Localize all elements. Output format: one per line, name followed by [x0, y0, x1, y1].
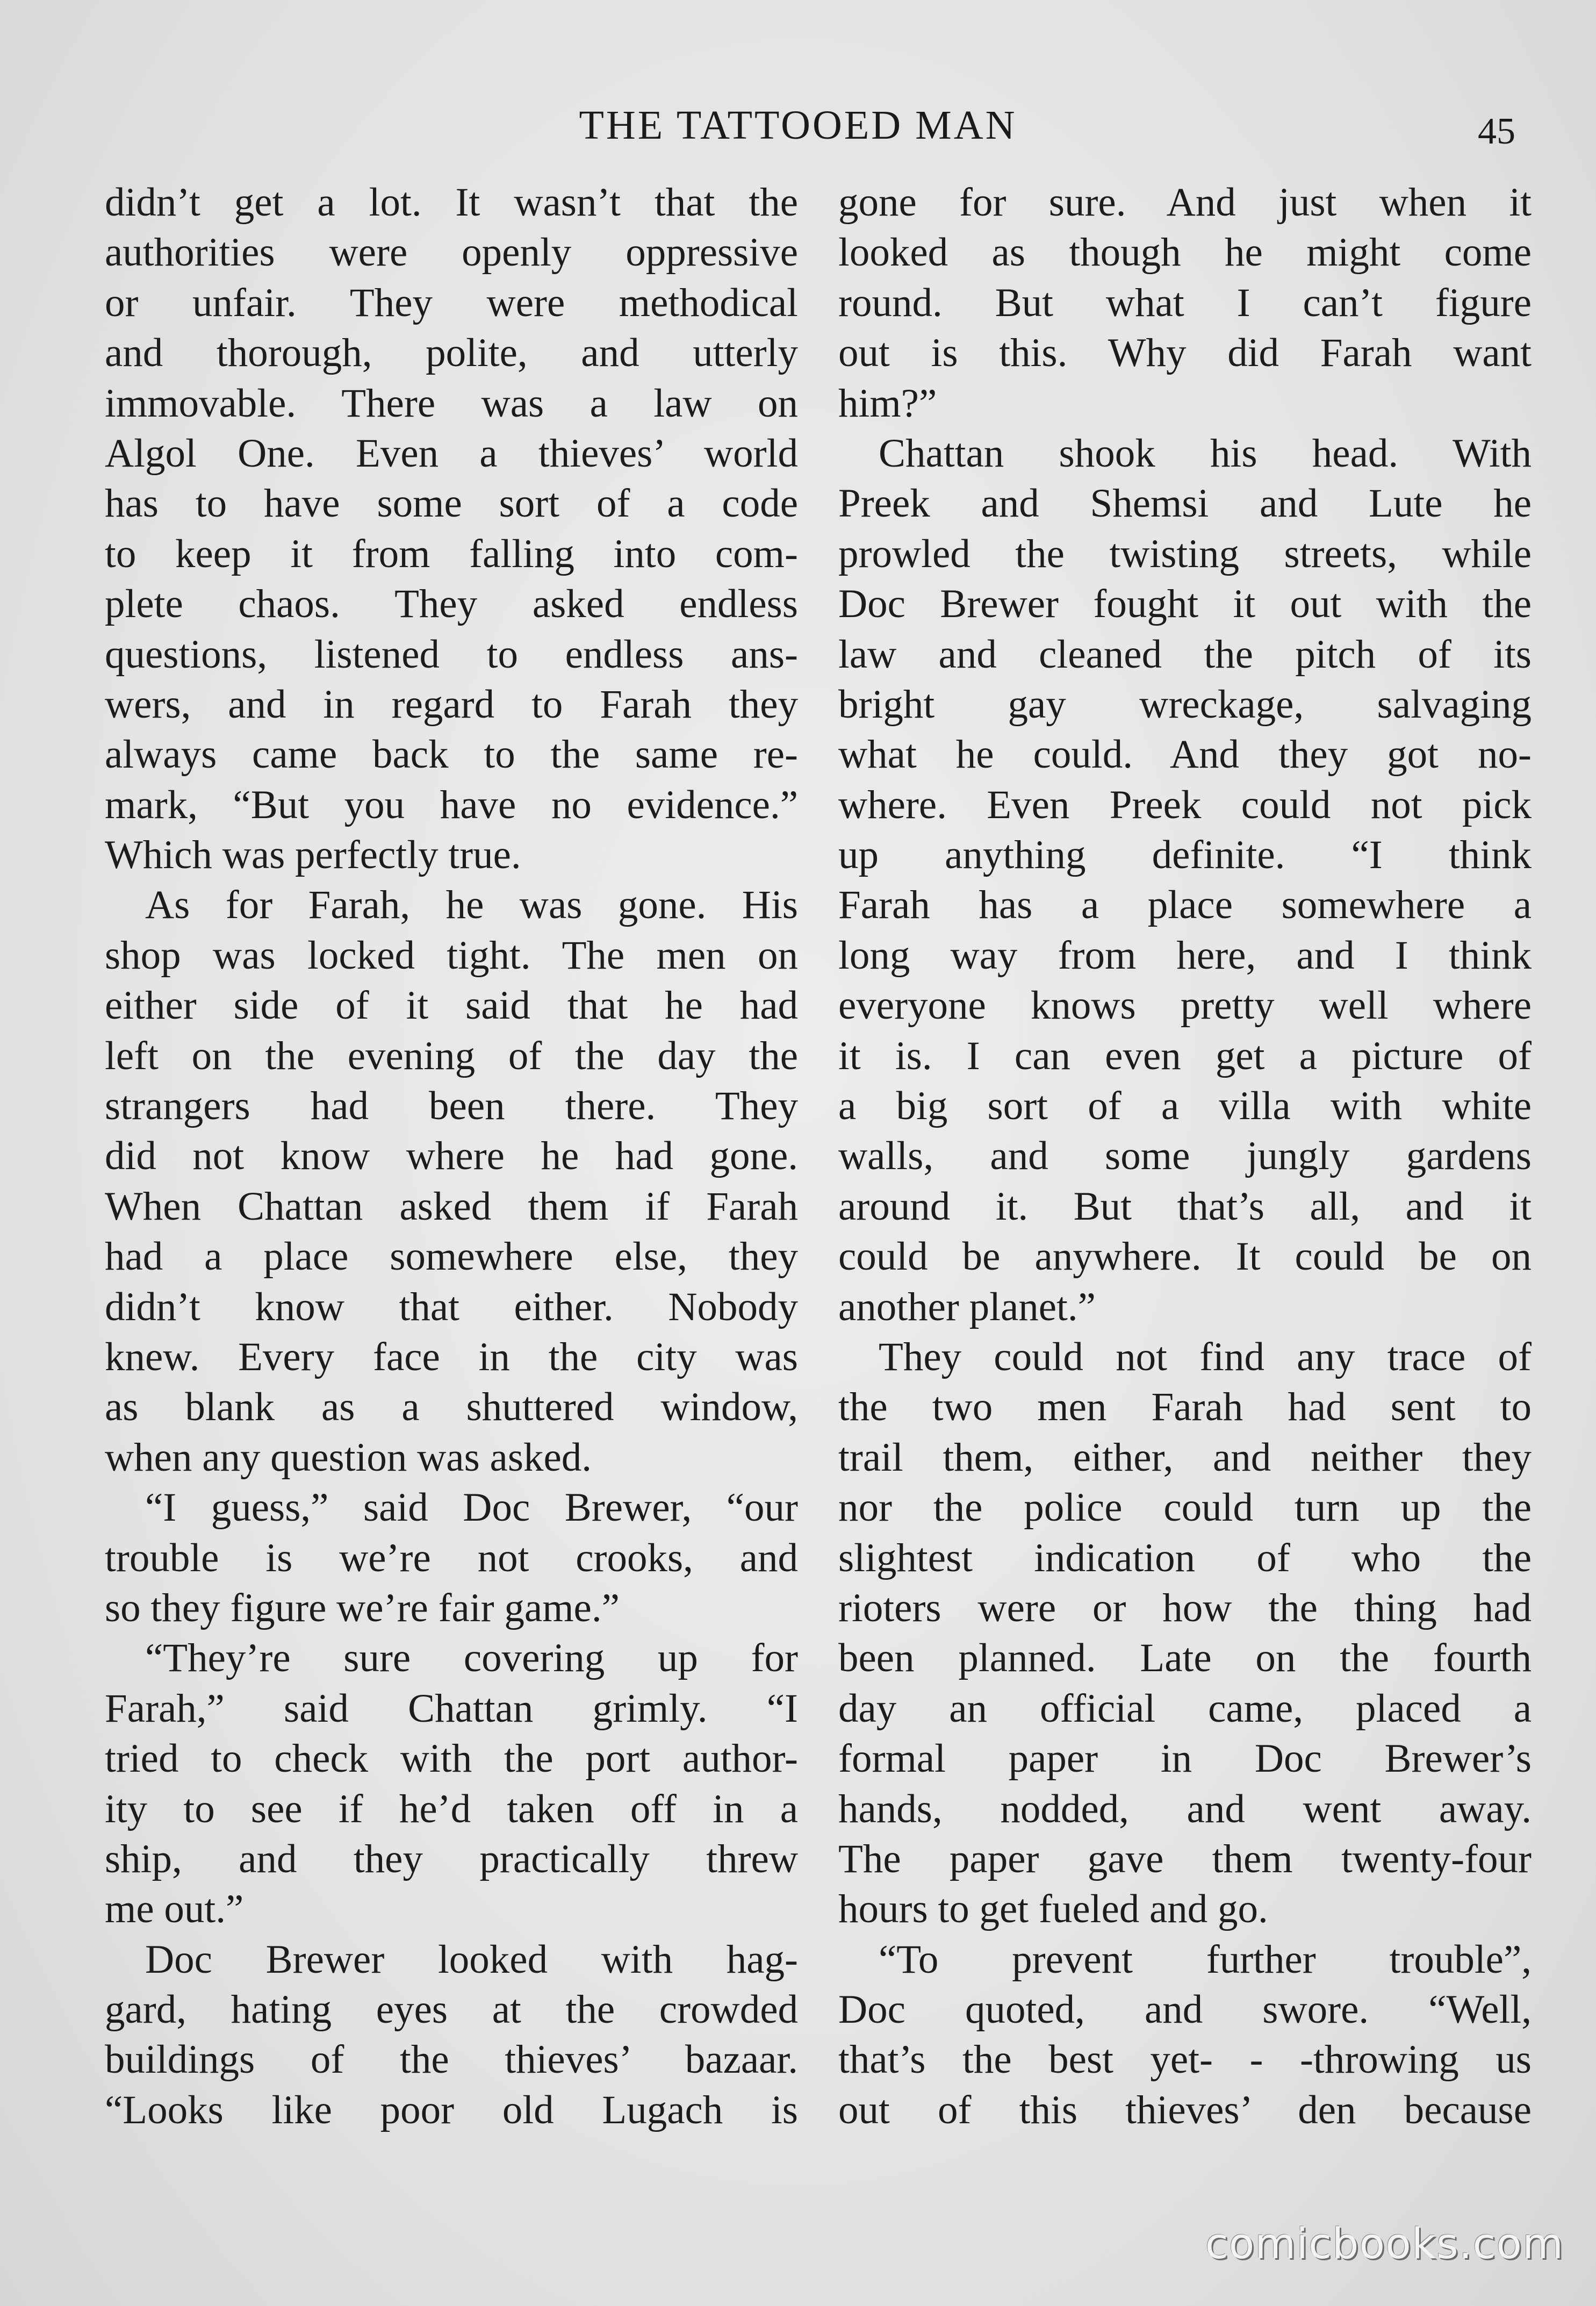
text-line: Algol One. Even a thieves’ world	[105, 431, 798, 476]
text-line: day an official came, placed a	[838, 1686, 1532, 1731]
text-line: Farah,” said Chattan grimly. “I	[105, 1686, 798, 1731]
text-line: trouble is we’re not crooks, and	[105, 1535, 798, 1580]
text-line: prowled the twisting streets, while	[838, 531, 1532, 576]
text-line: could be anywhere. It could be on	[838, 1234, 1532, 1279]
text-line: Doc quoted, and swore. “Well,	[838, 1987, 1532, 2032]
watermark-logo: comicbooks.com	[1205, 2220, 1564, 2268]
text-line: a big sort of a villa with white	[838, 1084, 1532, 1129]
text-line: me out.”	[105, 1887, 244, 1932]
text-line: out is this. Why did Farah want	[838, 331, 1532, 376]
page-number: 45	[1478, 111, 1515, 152]
text-line: ship, and they practically threw	[105, 1836, 798, 1881]
text-line: long way from here, and I think	[838, 933, 1532, 978]
text-line: so they figure we’re fair game.”	[105, 1585, 620, 1630]
text-line: hours to get fueled and go.	[838, 1887, 1268, 1932]
text-line: bright gay wreckage, salvaging	[838, 682, 1532, 727]
text-line: When Chattan asked them if Farah	[105, 1184, 798, 1229]
text-line: “To prevent further trouble”,	[879, 1937, 1532, 1982]
text-line: slightest indication of who the	[838, 1535, 1532, 1580]
text-line: that’s the best yet- - -throwing us	[838, 2037, 1532, 2082]
text-line: Doc Brewer fought it out with the	[838, 582, 1532, 627]
text-line: Which was perfectly true.	[105, 833, 521, 878]
text-line: Doc Brewer looked with hag-	[145, 1937, 798, 1982]
text-line: “I guess,” said Doc Brewer, “our	[145, 1485, 798, 1530]
text-line: had a place somewhere else, they	[105, 1234, 798, 1279]
text-line: “Looks like poor old Lugach is	[105, 2087, 798, 2132]
text-line: tried to check with the port author-	[105, 1736, 798, 1781]
text-line: Farah has a place somewhere a	[838, 883, 1532, 928]
text-line: round. But what I can’t figure	[838, 280, 1532, 325]
text-line: buildings of the thieves’ bazaar.	[105, 2037, 798, 2082]
text-line: shop was locked tight. The men on	[105, 933, 798, 978]
text-line: formal paper in Doc Brewer’s	[838, 1736, 1532, 1781]
text-line: The paper gave them twenty-four	[838, 1836, 1532, 1881]
text-line: They could not find any trace of	[879, 1334, 1532, 1379]
text-line: nor the police could turn up the	[838, 1485, 1532, 1530]
text-line: Chattan shook his head. With	[879, 431, 1532, 476]
text-line: law and cleaned the pitch of its	[838, 632, 1532, 677]
text-line: did not know where he had gone.	[105, 1134, 798, 1179]
text-line: hands, nodded, and went away.	[838, 1786, 1532, 1831]
text-line: when any question was asked.	[105, 1435, 592, 1480]
text-line: to keep it from falling into com-	[105, 531, 798, 576]
text-line: knew. Every face in the city was	[105, 1334, 798, 1379]
text-line: walls, and some jungly gardens	[838, 1134, 1532, 1179]
text-line: everyone knows pretty well where	[838, 983, 1532, 1028]
text-line: mark, “But you have no evidence.”	[105, 782, 798, 827]
text-line: around it. But that’s all, and it	[838, 1184, 1532, 1229]
text-line: looked as though he might come	[838, 230, 1532, 275]
text-line: what he could. And they got no-	[838, 732, 1532, 777]
text-line: always came back to the same re-	[105, 732, 798, 777]
text-line: wers, and in regard to Farah they	[105, 682, 798, 727]
text-line: and thorough, polite, and utterly	[105, 331, 798, 376]
text-line: questions, listened to endless ans-	[105, 632, 798, 677]
text-line: has to have some sort of a code	[105, 481, 798, 526]
text-line: either side of it said that he had	[105, 983, 798, 1028]
text-line: where. Even Preek could not pick	[838, 782, 1532, 827]
text-line: it is. I can even get a picture of	[838, 1033, 1532, 1078]
text-line: the two men Farah had sent to	[838, 1385, 1532, 1430]
text-line: him?”	[838, 381, 937, 426]
text-line: “They’re sure covering up for	[145, 1636, 798, 1681]
running-header-title: THE TATTOOED MAN	[579, 103, 1017, 148]
text-line: another planet.”	[838, 1284, 1096, 1329]
text-line: been planned. Late on the fourth	[838, 1636, 1532, 1681]
text-line: authorities were openly oppressive	[105, 230, 798, 275]
text-line: strangers had been there. They	[105, 1084, 798, 1129]
text-column-left	[105, 177, 798, 2135]
text-line: up anything definite. “I think	[838, 833, 1532, 878]
text-line: ity to see if he’d taken off in a	[105, 1786, 798, 1831]
text-line: rioters were or how the thing had	[838, 1585, 1532, 1630]
text-line: plete chaos. They asked endless	[105, 582, 798, 627]
text-line: As for Farah, he was gone. His	[145, 883, 798, 928]
text-line: Preek and Shemsi and Lute he	[838, 481, 1532, 526]
text-line: gard, hating eyes at the crowded	[105, 1987, 798, 2032]
text-line: didn’t get a lot. It wasn’t that the	[105, 180, 798, 225]
text-column-right	[838, 177, 1532, 2135]
text-line: immovable. There was a law on	[105, 381, 798, 426]
text-line: left on the evening of the day the	[105, 1033, 798, 1078]
text-line: trail them, either, and neither they	[838, 1435, 1532, 1480]
text-line: didn’t know that either. Nobody	[105, 1284, 798, 1329]
text-line: or unfair. They were methodical	[105, 280, 798, 325]
text-line: gone for sure. And just when it	[838, 180, 1532, 225]
text-line: as blank as a shuttered window,	[105, 1385, 798, 1430]
text-line: out of this thieves’ den because	[838, 2087, 1532, 2132]
